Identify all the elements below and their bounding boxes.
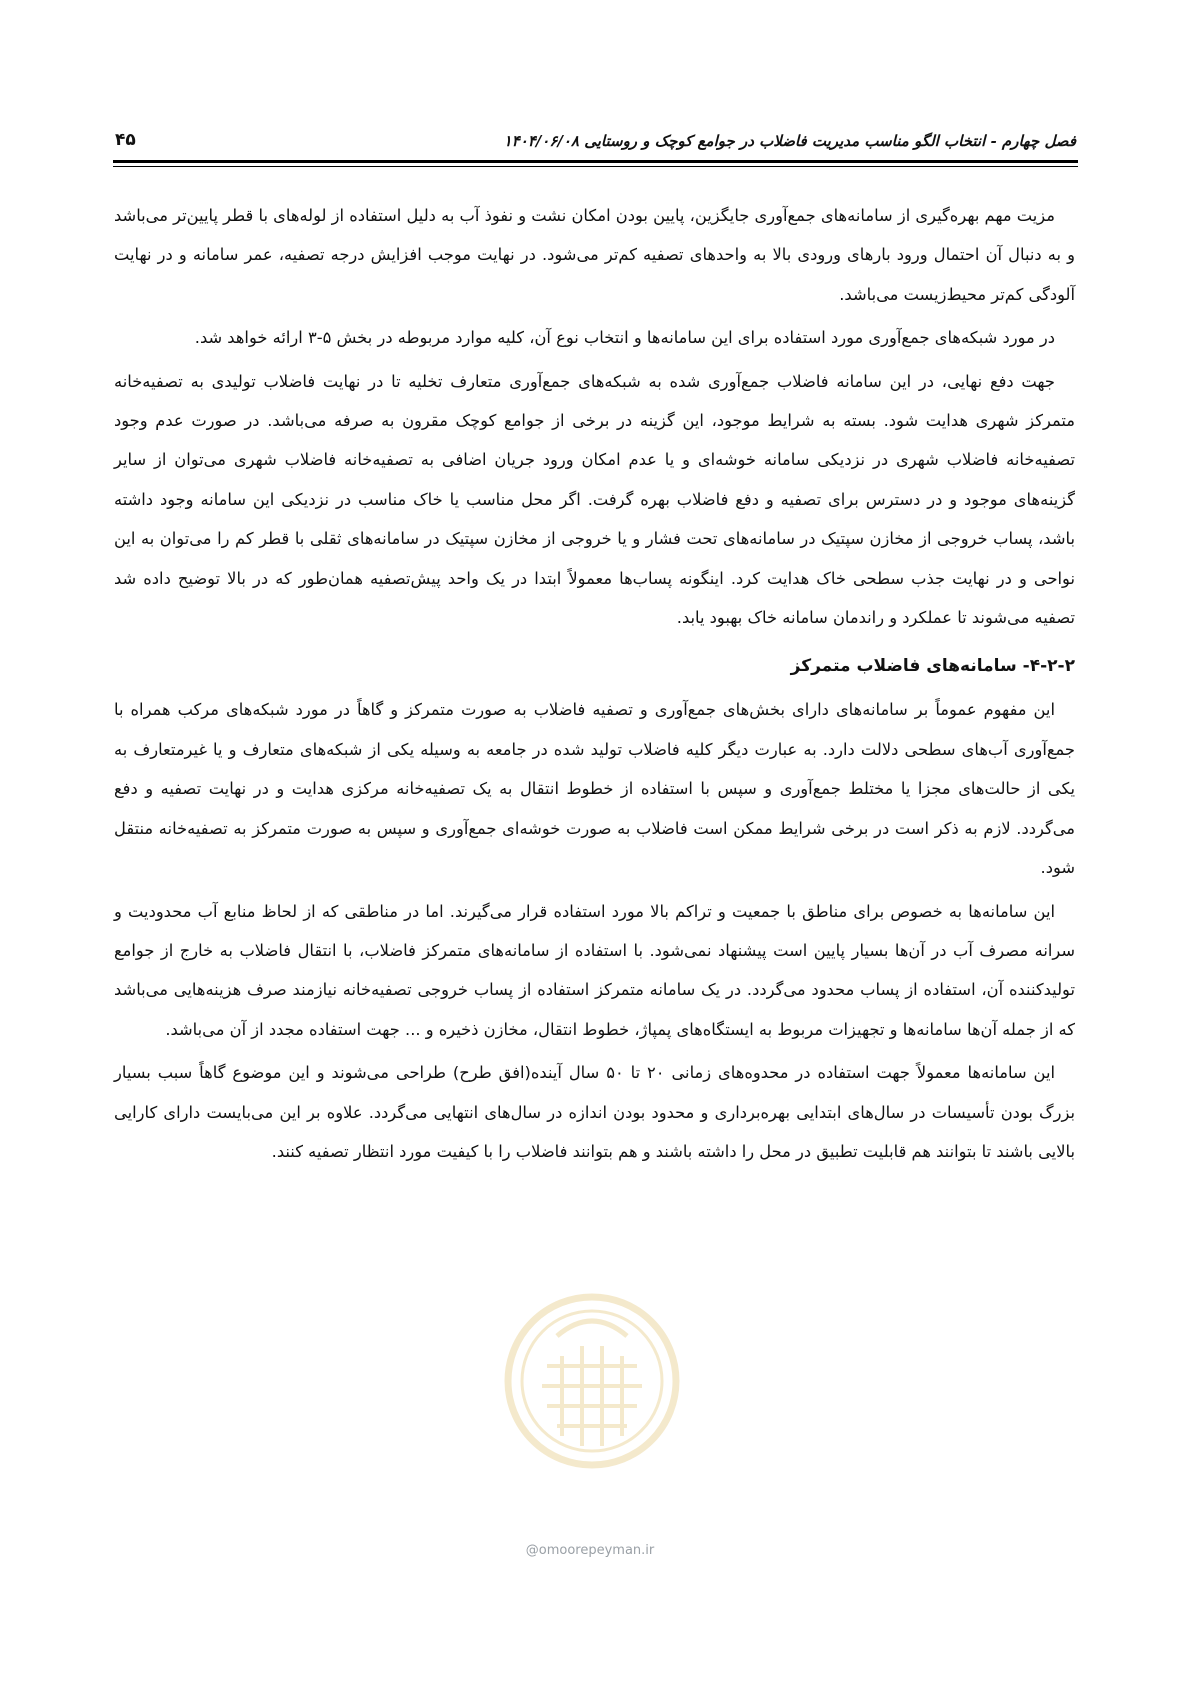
header-divider (113, 160, 1078, 163)
paragraph: این سامانه‌ها معمولاً جهت استفاده در محدوه‌های زمانی ۲۰ تا ۵۰ سال آینده(افق طرح) طراحی می‌شوند و این موضوع گاهاً سبب بسیار بزرگ بودن تأسیسات در سال‌های ابتدایی بهره‌برداری و محدود بودن اندازه در سال‌های انتهایی می‌گردد. علاوه بر این می‌بایست دارای کارایی بالایی باشند تا بتوانند هم قابلیت تطبیق در محل را داشته باشند و هم بتوانند فاضلاب را با کیفیت مورد انتظار تصفیه کنند. (114, 1063, 1075, 1161)
paragraph: مزیت مهم بهره‌گیری از سامانه‌های جمع‌آوری جایگزین، پایین بودن امکان نشت و نفوذ آب به دلیل استفاده از لوله‌های با قطر پایین‌تر می‌باشد و به دنبال آن احتمال ورود بارهای ورودی بالا به واحدهای تصفیه کم‌تر می‌شود. در نهایت موجب افزایش درجه تصفیه، عمر سامانه و در نهایت آلودگی کم‌تر محیط‌زیست می‌باشد. (114, 206, 1075, 304)
body-text (114, 196, 1075, 1175)
watermark-logo (502, 1286, 682, 1476)
page-header (115, 126, 1076, 156)
paragraph: جهت دفع نهایی، در این سامانه فاضلاب جمع‌آوری شده به شبکه‌های جمع‌آوری متعارف تخلیه تا در نهایت فاضلاب تولیدی به تصفیه‌خانه متمرکز شهری هدایت شود. بسته به شرایط موجود، این گزینه در برخی از جوامع کوچک مقرون به صرفه می‌باشد. در صورت عدم وجود تصفیه‌خانه فاضلاب شهری در نزدیکی سامانه خوشه‌ای و یا عدم امکان ورود جریان اضافی به تصفیه‌خانه فاضلاب شهری می‌توان از سایر گزینه‌های موجود و در دسترس برای تصفیه و دفع فاضلاب بهره گرفت. اگر محل مناسب یا خاک مناسب در نزدیکی این سامانه وجود داشته باشد، پساب خروجی از مخازن سپتیک در سامانه‌های تحت فشار و یا خروجی از مخازن سپتیک در سامانه‌های ثقلی با قطر کم را می‌توان به این نواحی و در نهایت جذب سطحی خاک هدایت کرد. اینگونه پساب‌ها معمولاً ابتدا در یک واحد پیش‌تصفیه همان‌طور که در بالا توضیح داده شد تصفیه می‌شوند تا عملکرد و راندمان سامانه خاک بهبود یابد. (114, 371, 1075, 628)
page-number: ۴۵ (115, 130, 136, 150)
paragraph: این سامانه‌ها به خصوص برای مناطق با جمعیت و تراکم بالا مورد استفاده قرار می‌گیرند. اما در مناطقی که از لحاظ منابع آب محدودیت و سرانه مصرف آب در آن‌ها بسیار پایین است پیشنهاد نمی‌شود. با استفاده از سامانه‌های متمرکز فاضلاب، با انتقال فاضلاب به خارج از جوامع تولیدکننده آن، استفاده از پساب محدود می‌گردد. در یک سامانه متمرکز استفاده از پساب خروجی تصفیه‌خانه نیازمند صرف هزینه‌هایی می‌باشد که از جمله آن‌ها سامانه‌ها و تجهیزات مربوط به ایستگاه‌های پمپاژ، خطوط انتقال، مخازن ذخیره و ... جهت استفاده مجدد از آن می‌باشد. (114, 901, 1075, 1039)
paragraph: این مفهوم عموماً بر سامانه‌های دارای بخش‌های جمع‌آوری و تصفیه فاضلاب به صورت متمرکز و گاهاً در مورد شبکه‌های مرکب همراه با جمع‌آوری آب‌های سطحی دلالت دارد. به عبارت دیگر کلیه فاضلاب تولید شده در جامعه به وسیله یکی از شبکه‌های متعارف و یا غیرمتعارف به یکی از حالت‌های مجزا یا مختلط جمع‌آوری و سپس با استفاده از خطوط انتقال به یک تصفیه‌خانه مرکزی هدایت و در نهایت تصفیه و دفع می‌گردد. لازم به ذکر است در برخی شرایط ممکن است فاضلاب به صورت خوشه‌ای جمع‌آوری و سپس به صورت متمرکز به تصفیه‌خانه منتقل شود. (114, 700, 1075, 878)
section-heading: ۴-۲-۲- سامانه‌های فاضلاب متمرکز (790, 656, 1075, 677)
chapter-title: فصل چهارم - انتخاب الگو مناسب مدیریت فاضلاب در جوامع کوچک و روستایی ۱۴۰۴/۰۶/۰۸ (503, 132, 1076, 150)
paragraph: در مورد شبکه‌های جمع‌آوری مورد استفاده برای این سامانه‌ها و انتخاب نوع آن، کلیه موارد مربوطه در بخش ۵-۳ ارائه خواهد شد. (194, 328, 1055, 348)
watermark-url: @omoorepeyman.ir (525, 1543, 655, 1558)
